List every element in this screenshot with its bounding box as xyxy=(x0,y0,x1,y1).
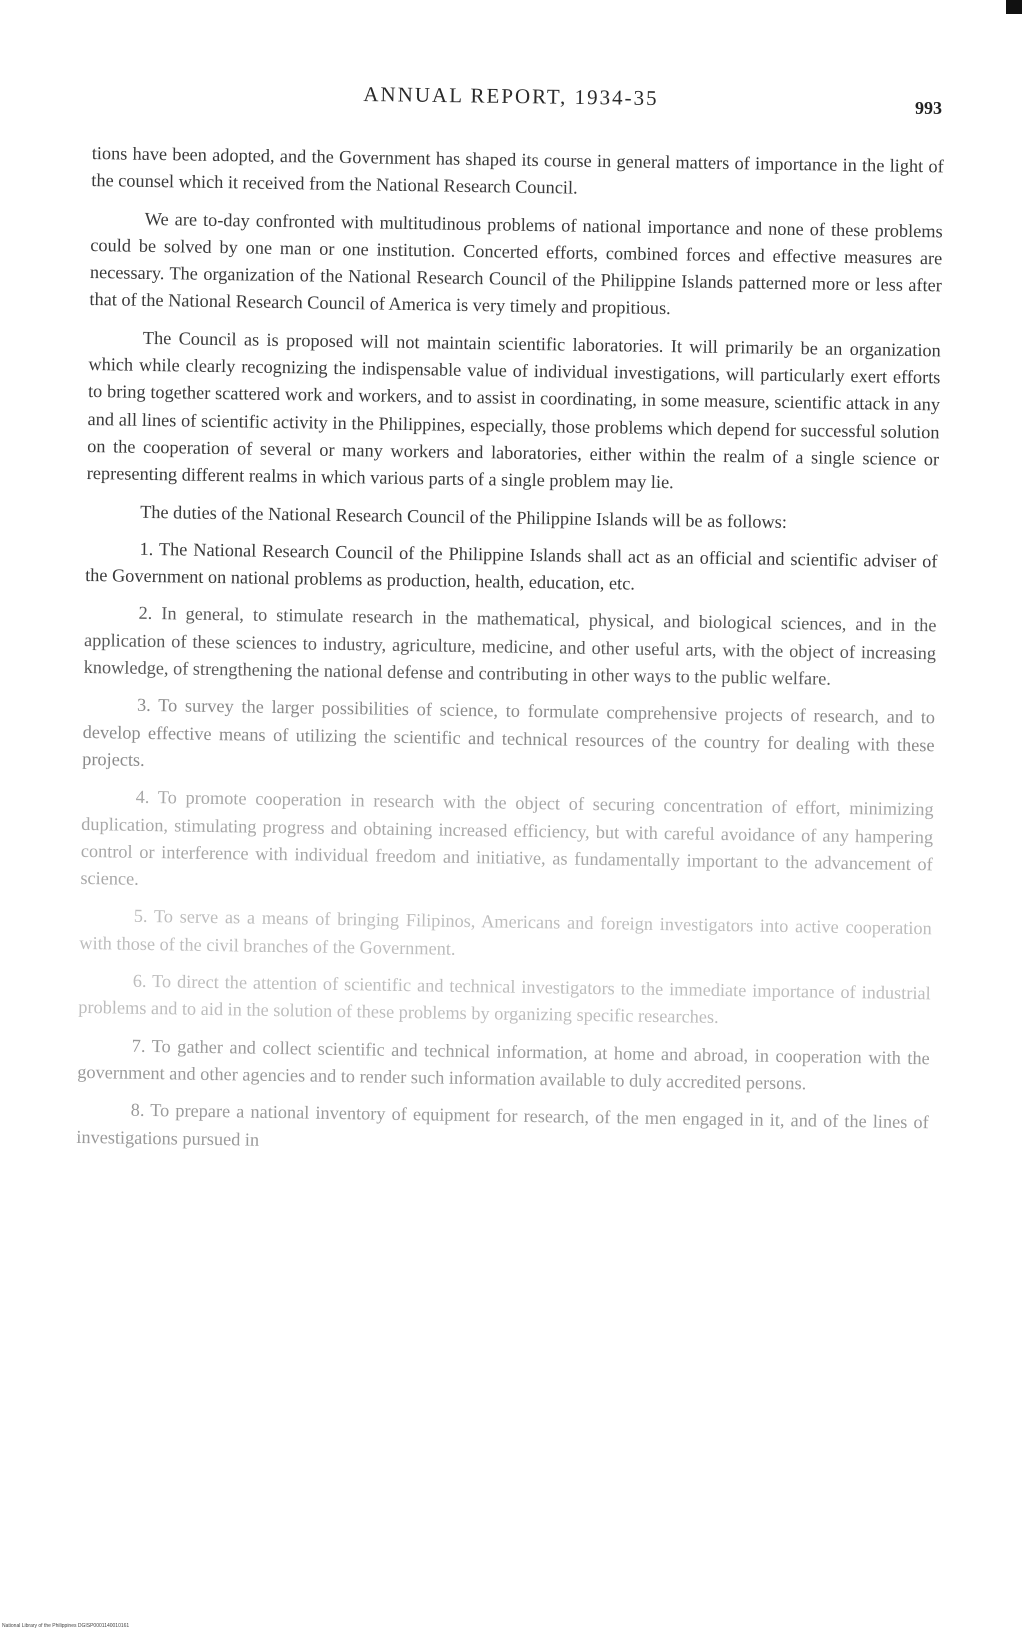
page-number: 993 xyxy=(915,98,942,118)
paragraph-council-role: The Council as is proposed will not maintain scientific laboratories. It will primarily be an organization which while clearly recognizing the indispensable value of individual investigations, will particularly exert efforts to bring together scattered work and workers, and to assist in coordinating, in some measure, scientific attack in any and all lines of scientific activity in the Philippines, especially, those problems which depend for successful solution on the cooperation of several or many workers and laboratories, either within the realm of a single science or representing different realms in which various parts of a single problem may lie. xyxy=(86,327,941,493)
page-header xyxy=(0,78,1022,118)
body-text xyxy=(76,140,944,1174)
paragraph-continuation: tions have been adopted, and the Government has shaped its course in general matters of importance in the light of the counsel which it received from the National Research Council. xyxy=(91,142,944,198)
duty-item-5: 5. To serve as a means of bringing Filipinos, Americans and foreign investigators into active cooperation with those of the civil branches of the Government. xyxy=(79,906,932,959)
duty-item-6: 6. To direct the attention of scientific and technical investigators to the immediate importance of industrial problems and to aid in the solution of these problems by organizing specific researches. xyxy=(78,970,931,1028)
duty-item-1: 1. The National Research Council of the Philippine Islands shall act as an official and scientific adviser of the Government on national problems as production, health, education, etc. xyxy=(85,538,938,594)
scan-corner-mark xyxy=(1006,0,1022,14)
duty-item-8: 8. To prepare a national inventory of equipment for research, of the men engaged in it, and of the lines of investigations pursued in xyxy=(76,1099,929,1150)
paragraph-problems: We are to-day confronted with multitudinous problems of national importance and none of these problems could be solved by one man or one institution. Concerted efforts, combined forces and effective measures are necessary. The organization of the National Research Council of the Philippine Islands patterned more or less after that of the National Research Council of America is very timely and propitious. xyxy=(89,208,943,319)
duty-item-3: 3. To survey the larger possibilities of science, to formulate comprehensive projects of research, and to develop effective means of utilizing the scientific and technical resources of the country for dealing with these projects. xyxy=(82,695,936,770)
footer-credit: National Library of the Philippines DGISP0001140010161 xyxy=(2,1623,130,1629)
running-head: ANNUAL REPORT, 1934-35 xyxy=(363,81,659,111)
paragraph-duties-intro: The duties of the National Research Council of the Philippine Islands will be as follows: xyxy=(140,501,788,532)
duty-item-2: 2. In general, to stimulate research in the mathematical, physical, and biological sciences, and in the application of these sciences to industry, agriculture, medicine, and other useful arts, with the object of increasing knowledge, of strengthening the national defense and contributing in other ways to the public welfare. xyxy=(83,603,937,689)
duty-item-7: 7. To gather and collect scientific and technical information, at home and abroad, in cooperation with the government and other agencies and to render such information available to duly accredited persons. xyxy=(77,1035,930,1094)
duty-item-4: 4. To promote cooperation in research with the object of securing concentration of effort, minimizing duplication, stimulating progress and obtaining increased efficiency, but with careful avoidance of any hampering control or interference with individual freedom and initiative, as fundamentally important to the advancement of science. xyxy=(80,787,934,889)
